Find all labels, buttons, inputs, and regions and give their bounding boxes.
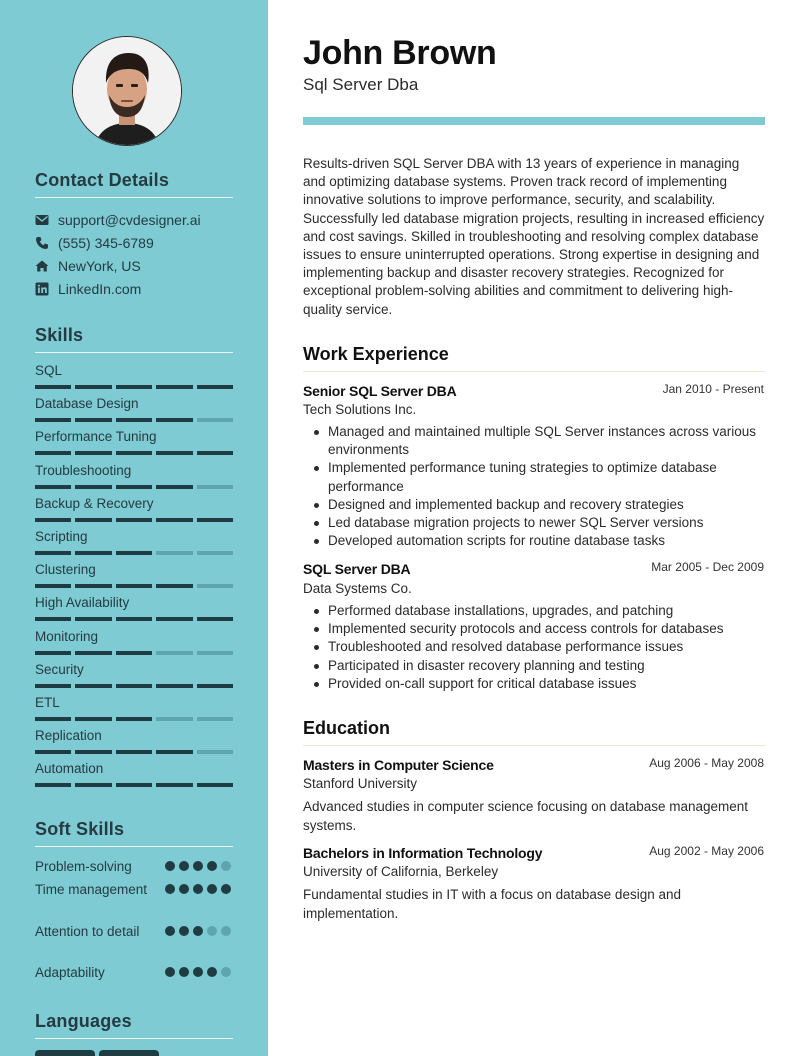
skill-level-segment: [156, 717, 192, 721]
skill-level-segment: [35, 617, 71, 621]
skill-level-segment: [116, 584, 152, 588]
skill-level-segment: [156, 485, 192, 489]
soft-skill-name: Attention to detail: [35, 924, 140, 939]
soft-skill-name: Time management: [35, 882, 148, 897]
rating-dot: [193, 861, 203, 871]
skill-name: Database Design: [35, 396, 139, 412]
rating-dot: [207, 926, 217, 936]
skill-level-segment: [75, 551, 111, 555]
degree-title: Masters in Computer Science: [303, 757, 494, 773]
skill-level-segment: [156, 584, 192, 588]
skill-level-segment: [75, 518, 111, 522]
rating-dot: [207, 861, 217, 871]
contact-phone-text: (555) 345-6789: [58, 235, 154, 251]
skill-level-segment: [116, 783, 152, 787]
skill-level-bar: [35, 783, 233, 787]
soft-skills-title: Soft Skills: [35, 819, 125, 839]
language-pill: [35, 1050, 95, 1056]
skill-level-segment: [75, 717, 111, 721]
job-title: Senior SQL Server DBA: [303, 383, 457, 399]
education-title: Education: [303, 718, 391, 738]
contact-location-text: NewYork, US: [58, 258, 141, 274]
skill-level-segment: [116, 750, 152, 754]
home-icon: [35, 259, 49, 273]
phone-icon: [35, 236, 49, 250]
skill-level-segment: [75, 584, 111, 588]
contact-title: Contact Details: [35, 170, 170, 190]
skill-name: Replication: [35, 728, 102, 744]
soft-skill-name: Adaptability: [35, 965, 105, 980]
rating-dot: [221, 967, 231, 977]
rating-dot: [165, 967, 175, 977]
rating-dot: [193, 926, 203, 936]
rating-dot: [179, 884, 189, 894]
job-bullet: Developed automation scripts for routine database tasks: [303, 532, 765, 550]
rating-dot: [193, 967, 203, 977]
skill-level-segment: [116, 485, 152, 489]
degree-description: Advanced studies in computer science focusing on database management systems.: [303, 799, 749, 833]
skill-level-segment: [156, 551, 192, 555]
skill-level-segment: [116, 617, 152, 621]
skill-level-segment: [156, 750, 192, 754]
job-bullet: Performed database installations, upgrades, and patching: [303, 602, 765, 620]
skill-level-segment: [116, 717, 152, 721]
skill-name: SQL: [35, 363, 63, 378]
skill-level-segment: [75, 651, 111, 655]
school-name: University of California, Berkeley: [303, 864, 499, 879]
rating-dot: [165, 884, 175, 894]
skill-level-segment: [197, 684, 233, 688]
skill-level-segment: [35, 451, 71, 455]
skill-level-segment: [156, 783, 192, 787]
contact-location: [35, 257, 141, 275]
skill-name: Scripting: [35, 529, 88, 544]
rating-dot: [207, 967, 217, 977]
soft-skill-rating: [165, 861, 231, 871]
skill-level-segment: [156, 385, 192, 389]
skill-level-segment: [75, 617, 111, 621]
job-title-header: Sql Server Dba: [303, 75, 419, 94]
contact-email[interactable]: [35, 211, 201, 229]
skill-level-segment: [197, 617, 233, 621]
job-bullets: [303, 602, 765, 693]
job-title: SQL Server DBA: [303, 561, 411, 577]
skill-level-segment: [35, 684, 71, 688]
school-name: Stanford University: [303, 776, 418, 791]
skill-name: Automation: [35, 761, 104, 777]
job-bullet: Designed and implemented backup and recovery strategies: [303, 496, 765, 514]
skill-name: ETL: [35, 695, 60, 710]
skill-level-segment: [197, 783, 233, 787]
skill-level-segment: [35, 717, 71, 721]
work-divider: [303, 371, 765, 372]
contact-linkedin[interactable]: [35, 280, 141, 298]
skill-level-bar: [35, 385, 233, 389]
skill-name: Clustering: [35, 562, 96, 578]
job-company: Tech Solutions Inc.: [303, 402, 417, 417]
skill-level-segment: [197, 418, 233, 422]
sidebar: [0, 0, 268, 1056]
contact-phone[interactable]: [35, 234, 154, 252]
work-title: Work Experience: [303, 344, 449, 364]
rating-dot: [221, 861, 231, 871]
skill-level-segment: [116, 651, 152, 655]
skill-level-segment: [156, 684, 192, 688]
rating-dot: [179, 926, 189, 936]
skills-divider: [35, 352, 233, 353]
avatar: [72, 36, 182, 146]
rating-dot: [179, 967, 189, 977]
contact-divider: [35, 197, 233, 198]
skill-level-segment: [197, 750, 233, 754]
skill-name: Performance Tuning: [35, 429, 157, 445]
profile-photo: [73, 37, 181, 145]
languages-divider: [35, 1038, 233, 1039]
job-company: Data Systems Co.: [303, 581, 412, 596]
skill-level-segment: [35, 518, 71, 522]
skill-level-segment: [116, 451, 152, 455]
skill-level-segment: [197, 451, 233, 455]
skill-level-segment: [35, 418, 71, 422]
skill-level-segment: [116, 551, 152, 555]
skill-level-bar: [35, 584, 233, 588]
skill-level-segment: [35, 551, 71, 555]
language-pill: [99, 1050, 159, 1056]
degree-title: Bachelors in Information Technology: [303, 845, 543, 861]
skill-level-segment: [35, 750, 71, 754]
job-bullet: Participated in disaster recovery planning and testing: [303, 657, 765, 675]
soft-skills-divider: [35, 846, 233, 847]
skill-level-segment: [35, 584, 71, 588]
skill-level-segment: [156, 451, 192, 455]
skill-level-segment: [35, 783, 71, 787]
job-bullet: Managed and maintained multiple SQL Server instances across various environments: [303, 423, 765, 459]
job-bullet: Troubleshooted and resolved database performance issues: [303, 638, 765, 656]
rating-dot: [207, 884, 217, 894]
skill-level-segment: [75, 750, 111, 754]
accent-bar: [303, 117, 765, 125]
skill-level-bar: [35, 750, 233, 754]
job-bullets: [303, 423, 765, 550]
soft-skill-name: Problem-solving: [35, 859, 132, 874]
skill-level-segment: [197, 651, 233, 655]
skill-level-segment: [116, 684, 152, 688]
email-icon: [35, 213, 49, 227]
rating-dot: [165, 926, 175, 936]
job-bullet: Implemented performance tuning strategies to optimize database performance: [303, 459, 765, 495]
skill-level-segment: [75, 418, 111, 422]
skill-level-segment: [197, 584, 233, 588]
skill-level-segment: [156, 651, 192, 655]
skill-level-segment: [116, 385, 152, 389]
job-bullet: Implemented security protocols and access controls for databases: [303, 620, 765, 638]
skill-name: Backup & Recovery: [35, 495, 154, 511]
summary: Results-driven SQL Server DBA with 13 years of experience in managing and optimizing database systems. Proven track record of implementing innovative solutions to improve performance, security, and scalability. Successfully led database migration projects, resulting in increased efficiency and cost savings. Skilled in troubleshooting and resolving complex database issues to ensure uninterrupted operations. Strong expertise in designing and implementing backup and disaster recovery strategies. Recognized for exceptional problem-solving abilities and commitment to delivering high-quality service.: [303, 156, 765, 317]
contact-email-text: support@cvdesigner.ai: [58, 212, 201, 228]
skill-level-segment: [75, 451, 111, 455]
degree-date: Aug 2002 - May 2006: [649, 844, 764, 858]
skill-level-bar: [35, 418, 233, 422]
skill-level-segment: [197, 518, 233, 522]
skill-level-segment: [75, 385, 111, 389]
soft-skill-rating: [165, 926, 231, 936]
rating-dot: [179, 861, 189, 871]
skill-level-bar: [35, 651, 233, 655]
skills-title: Skills: [35, 325, 84, 345]
skill-level-segment: [156, 418, 192, 422]
skill-level-bar: [35, 617, 233, 621]
rating-dot: [165, 861, 175, 871]
skill-level-bar: [35, 451, 233, 455]
skill-name: Monitoring: [35, 628, 99, 644]
job-date: Mar 2005 - Dec 2009: [651, 560, 764, 574]
skill-level-bar: [35, 518, 233, 522]
linkedin-icon: [35, 282, 49, 296]
job-bullet: Provided on-call support for critical database issues: [303, 675, 765, 693]
rating-dot: [221, 926, 231, 936]
skill-level-segment: [197, 717, 233, 721]
skill-level-segment: [75, 684, 111, 688]
skill-level-segment: [197, 385, 233, 389]
soft-skill-rating: [165, 967, 231, 977]
skill-level-segment: [116, 418, 152, 422]
skill-level-bar: [35, 485, 233, 489]
skill-level-bar: [35, 684, 233, 688]
skill-level-segment: [35, 651, 71, 655]
skill-level-segment: [75, 485, 111, 489]
skill-level-segment: [156, 518, 192, 522]
languages-title: Languages: [35, 1011, 132, 1031]
skill-level-segment: [75, 783, 111, 787]
rating-dot: [221, 884, 231, 894]
job-bullet: Led database migration projects to newer SQL Server versions: [303, 514, 765, 532]
skill-level-bar: [35, 717, 233, 721]
rating-dot: [193, 884, 203, 894]
soft-skill-rating: [165, 884, 231, 894]
contact-linkedin-text: LinkedIn.com: [58, 281, 142, 297]
job-date: Jan 2010 - Present: [662, 382, 764, 396]
degree-description: Fundamental studies in IT with a focus on database design and implementation.: [303, 887, 681, 921]
skill-level-segment: [197, 551, 233, 555]
skill-name: High Availability: [35, 595, 130, 611]
skill-name: Security: [35, 661, 84, 677]
education-divider: [303, 745, 765, 746]
skill-level-segment: [156, 617, 192, 621]
skill-level-segment: [35, 385, 71, 389]
skill-level-segment: [35, 485, 71, 489]
degree-date: Aug 2006 - May 2008: [649, 756, 764, 770]
skill-level-segment: [116, 518, 152, 522]
skill-level-bar: [35, 551, 233, 555]
skill-level-segment: [197, 485, 233, 489]
candidate-name: John Brown: [303, 34, 497, 72]
skill-name: Troubleshooting: [35, 462, 132, 478]
